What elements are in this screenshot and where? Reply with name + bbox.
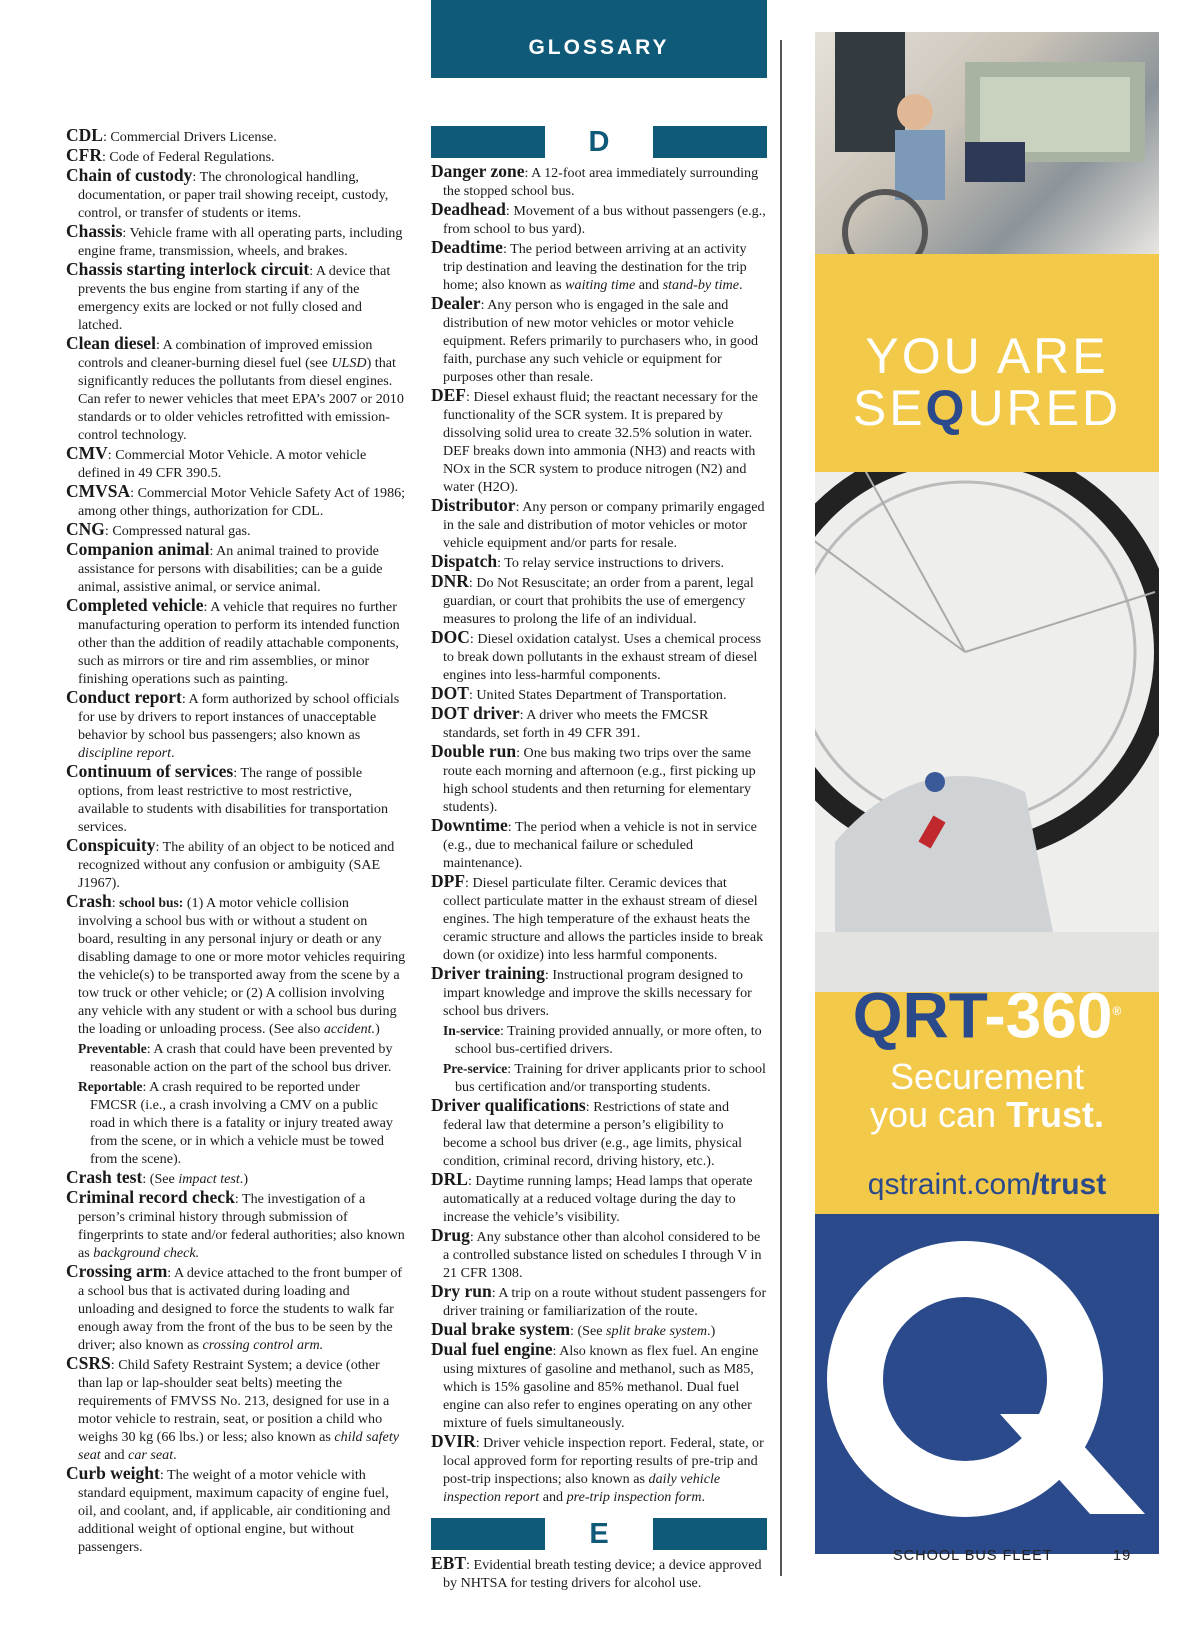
glossary-term: Distributor <box>431 495 516 515</box>
column-divider <box>780 40 782 1576</box>
glossary-term: Crash test <box>66 1167 143 1187</box>
glossary-term: Crash <box>66 891 112 911</box>
glossary-term: EBT <box>431 1553 467 1573</box>
glossary-entry <box>431 1320 767 1340</box>
glossary-term: Deadtime <box>431 237 503 257</box>
glossary-term: Criminal record check <box>66 1187 235 1207</box>
glossary-term: DOT <box>431 683 469 703</box>
section-letter-d: D <box>431 126 767 158</box>
glossary-definition: : Training provided annually, or more often, to school bus-certified drivers. <box>455 1023 762 1057</box>
glossary-definition: : Code of Federal Regulations. <box>101 149 275 165</box>
glossary-entry <box>66 444 406 482</box>
glossary-italic: stand-by time <box>662 277 739 293</box>
glossary-term: DVIR <box>431 1431 476 1451</box>
glossary-term: Chassis starting interlock circuit <box>66 259 310 279</box>
glossary-term: Dispatch <box>431 551 498 571</box>
glossary-definition: : Evidential breath testing device; a device approved by NHTSA for testing drivers for alcohol use. <box>443 1557 762 1591</box>
glossary-term: Downtime <box>431 815 508 835</box>
glossary-definition: .) <box>707 1323 716 1339</box>
glossary-definition: : Movement of a bus without passengers (e.g., from school to bus yard). <box>443 203 766 237</box>
glossary-term: Chain of custody <box>66 165 193 185</box>
glossary-italic: daily vehicle inspection report <box>443 1471 721 1505</box>
ad-url-link[interactable]: qstraint.com/trust <box>867 1168 1107 1201</box>
glossary-definition: : Any person or company primarily engaged in the sale and distribution of motor vehicles or motor vehicle equipment and/or parts for resale. <box>443 499 765 551</box>
glossary-definition: : A vehicle that requires no further manufacturing operation to perform its intended function other than the addition of readily attachable components, such as mirrors or tire and rim assemblies, or minor finishing operations such as painting. <box>78 599 400 687</box>
glossary-entry <box>66 688 406 762</box>
glossary-definition: : A device that prevents the bus engine from starting if any of the emergency exits are locked or not fully closed and latched. <box>78 263 391 333</box>
glossary-entry <box>431 1554 767 1592</box>
glossary-term: Conduct report <box>66 687 182 707</box>
glossary-entry <box>431 294 767 386</box>
glossary-term: Continuum of services <box>66 761 234 781</box>
glossary-definition: . <box>171 745 175 761</box>
glossary-definition: and <box>100 1447 129 1463</box>
glossary-entry <box>431 572 767 628</box>
glossary-term: Dual fuel engine <box>431 1339 553 1359</box>
glossary-italic: split brake system <box>606 1323 708 1339</box>
glossary-italic: ULSD <box>331 355 367 371</box>
glossary-definition: and <box>539 1489 567 1505</box>
glossary-definition: : An animal trained to provide assistance for persons with disabilities; can be a guide animal, assistive animal, or service animal. <box>78 543 383 595</box>
glossary-definition: : A crash required to be reported under FMCSR (i.e., a crash involving a CMV on a public road in which there is a fatality or injury treated away from the scene, or in which a vehicle must be towed from the scene). <box>90 1079 393 1167</box>
glossary-definition: : The weight of a motor vehicle with standard equipment, maximum capacity of engine fuel, oil, and coolant, and, if applicable, air conditioning and additional weight of optional engine, but without passengers. <box>78 1467 391 1555</box>
glossary-term: DPF <box>431 871 466 891</box>
glossary-entry <box>431 704 767 742</box>
glossary-term: Dual brake system <box>431 1319 571 1339</box>
glossary-term: DEF <box>431 385 466 405</box>
glossary-entry <box>431 496 767 552</box>
glossary-column-1 <box>66 126 406 1556</box>
glossary-term: CMV <box>66 443 108 463</box>
ad-blue-panel <box>815 1214 1159 1554</box>
glossary-definition: : Compressed natural gas. <box>104 523 251 539</box>
glossary-italic: child safety seat <box>78 1429 399 1463</box>
glossary-entry <box>431 238 767 294</box>
glossary-entry <box>66 520 406 540</box>
glossary-italic: crossing control arm. <box>202 1337 324 1353</box>
glossary-term: CFR <box>66 145 102 165</box>
glossary-entry <box>431 552 767 572</box>
glossary-definition: : One bus making two trips over the same route each morning and afternoon (e.g., first picking up high school students and then returning for elementary students). <box>443 745 756 815</box>
glossary-definition: : To relay service instructions to drivers. <box>497 555 725 571</box>
glossary-term: Driver training <box>431 963 545 983</box>
glossary-definition: : A device attached to the front bumper of a school bus that is activated during loading and unloading and designed to force the students to walk far enough away from the front of the bus to be seen by the driver; also known as <box>78 1265 403 1353</box>
glossary-term: Preventable <box>78 1041 147 1056</box>
glossary-term: In-service <box>443 1023 500 1038</box>
glossary-italic: waiting time <box>565 277 636 293</box>
glossary-definition: . <box>701 1489 706 1505</box>
q-logo-icon <box>815 1214 1159 1554</box>
glossary-definition: : The period between arriving at an activity trip destination and leaving the destination for the trip home; also known as <box>443 241 747 293</box>
glossary-term: Companion animal <box>66 539 210 559</box>
glossary-definition: : Also known as flex fuel. An engine using mixtures of gasoline and methanol, such as M85, which is 15% gasoline and 85% methanol. Dual fuel engine can also refer to engines operating on any other mixture of fuels simultaneously. <box>443 1343 759 1431</box>
ad-tagline: Securement you can Trust. <box>869 1056 1105 1135</box>
qstraint-advertisement[interactable] <box>815 32 1159 1554</box>
glossary-definition: : A crash that could have been prevented by reasonable action on the part of the school bus driver. <box>90 1041 393 1075</box>
glossary-entry <box>66 1188 406 1262</box>
glossary-term: CSRS <box>66 1353 111 1373</box>
glossary-definition: : The ability of an object to be noticed and recognized without any confusion or ambiguity (SAE J1967). <box>78 839 395 891</box>
glossary-definition: : The range of possible options, from least restrictive to most restrictive, available to students with disabilities for transportation services. <box>78 765 389 835</box>
glossary-entry <box>66 540 406 596</box>
glossary-definition: : Any substance other than alcohol considered to be a controlled substance listed on schedules I through V in 21 CFR 1308. <box>443 1229 762 1281</box>
footer-publication: SCHOOL BUS FLEET <box>893 1548 1053 1564</box>
glossary-entry <box>66 260 406 334</box>
glossary-entry <box>66 166 406 222</box>
ad-photo-illustration <box>815 32 1159 254</box>
glossary-subterm: school bus: <box>119 895 184 910</box>
glossary-definition: : Do Not Resuscitate; an order from a parent, legal guardian, or court that prohibits the use of emergency measures to prolong the life of an individual. <box>443 575 754 627</box>
glossary-entry <box>66 1262 406 1354</box>
glossary-term: Dealer <box>431 293 481 313</box>
glossary-definition: : The period when a vehicle is not in service (e.g., due to mechanical failure or scheduled maintenance). <box>443 819 757 871</box>
glossary-definition: : The chronological handling, documentation, or paper trail showing receipt, custody, control, or transfer of students or items. <box>78 169 389 221</box>
glossary-term: Clean diesel <box>66 333 156 353</box>
glossary-entry <box>431 628 767 684</box>
glossary-entry <box>66 1168 406 1188</box>
glossary-term: DOC <box>431 627 470 647</box>
glossary-term: Danger zone <box>431 161 525 181</box>
glossary-entry <box>431 162 767 200</box>
glossary-entry <box>66 1354 406 1464</box>
glossary-definition: : United States Department of Transportation. <box>468 687 727 703</box>
glossary-definition: : Driver vehicle inspection report. Federal, state, or local approved form for reporting results of pre-trip and post-trip inspections; also known as <box>443 1435 764 1487</box>
glossary-term: DNR <box>431 571 469 591</box>
glossary-entry <box>66 146 406 166</box>
glossary-definition: ) <box>375 1021 380 1037</box>
ad-wheel-illustration <box>815 472 1159 992</box>
glossary-term: Double run <box>431 741 517 761</box>
glossary-entry <box>66 892 406 1038</box>
glossary-term: CNG <box>66 519 105 539</box>
glossary-definition: : A form authorized by school officials for use by drivers to report instances of unacceptable behavior by school bus passengers; also known as <box>78 691 400 743</box>
glossary-entry <box>431 200 767 238</box>
glossary-definition: : Daytime running lamps; Head lamps that operate automatically at a reduced voltage during the day to increase the vehicle’s visibility. <box>443 1173 753 1225</box>
glossary-definition: ) that significantly reduces the pollutants from diesel engines. Can refer to newer vehicles that meet EPA’s 2007 or 2010 standards or to older vehicles retrofitted with emission-control technology. <box>78 355 404 443</box>
glossary-subentry <box>66 1040 406 1076</box>
glossary-entry <box>431 872 767 964</box>
glossary-definition: : A 12-foot area immediately surrounding the stopped school bus. <box>443 165 759 199</box>
glossary-term: Curb weight <box>66 1463 160 1483</box>
glossary-definition: .) <box>239 1171 249 1187</box>
glossary-entry <box>66 482 406 520</box>
glossary-definition: : Diesel oxidation catalyst. Uses a chemical process to break down pollutants in the exhaust stream of diesel engines into less-harmful components. <box>443 631 762 683</box>
glossary-italic: car seat <box>128 1447 174 1463</box>
glossary-definition: : Commercial Motor Vehicle Safety Act of 1986; among other things, authorization for CDL. <box>78 485 406 519</box>
glossary-entry <box>431 1226 767 1282</box>
glossary-entry <box>431 386 767 496</box>
glossary-definition: : (See <box>570 1323 607 1339</box>
glossary-definition: : Commercial Motor Vehicle. A motor vehicle defined in 49 CFR 390.5. <box>78 447 367 481</box>
glossary-entry <box>431 1282 767 1320</box>
ad-headline: YOU ARE SEQURED <box>852 328 1122 436</box>
glossary-entry <box>66 334 406 444</box>
glossary-entry <box>431 1096 767 1170</box>
footer-page-number: 19 <box>1113 1548 1132 1564</box>
ad-photo-wheel-securement <box>815 472 1159 992</box>
glossary-definition: : Vehicle frame with all operating parts, including engine frame, transmission, wheels, and brakes. <box>78 225 403 259</box>
section-letter-e: E <box>431 1518 767 1550</box>
glossary-definition: : Child Safety Restraint System; a device (other than lap or lap-shoulder seat belts) meeting the requirements of FMVSS No. 213, designed for use in a motor vehicle to restrain, seat, or position a child who weighs 30 kg (66 lbs.) or less; also known as <box>78 1357 390 1445</box>
ad-photo-wheelchair-child <box>815 32 1159 254</box>
glossary-definition: : Any person who is engaged in the sale and distribution of new motor vehicles or motor vehicle equipment. Refers primarily to purchasers who, in good faith, purchase any such vehicle or equipment for purposes other than resale. <box>443 297 759 385</box>
glossary-entry <box>66 1464 406 1556</box>
glossary-definition: : The investigation of a person’s criminal history through submission of fingerprints to state and/or federal authorities; also known as <box>78 1191 405 1261</box>
glossary-definition: : Diesel exhaust fluid; the reactant necessary for the functionality of the SCR system. It is prepared by dissolving solid urea to create 32.5% solution in water. DEF breaks down into ammonia (NH3) and reacts with NOx in the SCR system to produce nitrogen (N2) and water (H2O). <box>443 389 758 495</box>
ad-product-name: QRT-360® <box>852 979 1122 1052</box>
glossary-term: DOT driver <box>431 703 520 723</box>
glossary-entry <box>431 1340 767 1432</box>
glossary-definition: : Training for driver applicants prior to school bus certification and/or transporting students. <box>455 1061 766 1095</box>
glossary-term: Dry run <box>431 1281 492 1301</box>
glossary-term: CDL <box>66 125 103 145</box>
glossary-entry <box>431 1170 767 1226</box>
glossary-entry <box>431 742 767 816</box>
glossary-entry <box>431 964 767 1020</box>
glossary-definition: : Commercial Drivers License. <box>102 129 277 145</box>
glossary-term: DRL <box>431 1169 468 1189</box>
glossary-definition: : Instructional program designed to impart knowledge and improve the skills necessary for school bus drivers. <box>443 967 752 1019</box>
glossary-entry <box>66 596 406 688</box>
glossary-header: GLOSSARY <box>431 0 767 78</box>
glossary-italic: pre-trip inspection form <box>566 1489 702 1505</box>
glossary-term: CMVSA <box>66 481 131 501</box>
glossary-entry <box>66 762 406 836</box>
glossary-italic: background check. <box>93 1245 200 1261</box>
glossary-entry <box>66 222 406 260</box>
glossary-subentry <box>66 1078 406 1168</box>
glossary-entry <box>431 1432 767 1506</box>
glossary-italic: discipline report <box>78 745 172 761</box>
glossary-definition: : A combination of improved emission controls and cleaner-burning diesel fuel (see <box>78 337 373 371</box>
glossary-term: Completed vehicle <box>66 595 204 615</box>
glossary-term: Crossing arm <box>66 1261 168 1281</box>
glossary-term: Deadhead <box>431 199 506 219</box>
glossary-definition: (1) A motor vehicle collision involving a school bus with or without a student on board, resulting in any personal injury or death or any disabling damage to one or more motor vehicles requiring the vehicle(s) to be transported away from the scene by a tow truck or other vehicle; or (2) A collision involving any vehicle with any student or with a school bus during the loading or unloading process. (See also <box>78 895 406 1037</box>
glossary-definition: : <box>111 895 120 911</box>
glossary-entry <box>431 684 767 704</box>
glossary-term: Pre-service <box>443 1061 508 1076</box>
glossary-italic: impact test <box>178 1171 240 1187</box>
glossary-definition: : A trip on a route without student passengers for driver training or familiarization of the route. <box>443 1285 767 1319</box>
glossary-term: Reportable <box>78 1079 143 1094</box>
glossary-subentry <box>431 1022 767 1058</box>
glossary-term: Driver qualifications <box>431 1095 586 1115</box>
glossary-definition: . <box>738 277 743 293</box>
glossary-entry <box>66 836 406 892</box>
glossary-entry <box>66 126 406 146</box>
glossary-italic: accident. <box>323 1021 376 1037</box>
glossary-column-2 <box>431 126 767 1592</box>
glossary-definition: . <box>173 1447 177 1463</box>
glossary-subentry <box>431 1060 767 1096</box>
glossary-definition: and <box>635 277 663 293</box>
glossary-definition: : Restrictions of state and federal law that determine a person’s eligibility to become a school bus driver (e.g., age limits, physical condition, criminal record, driving history, etc.). <box>443 1099 743 1169</box>
glossary-definition: : A driver who meets the FMCSR standards, set forth in 49 CFR 391. <box>443 707 709 741</box>
glossary-term: Chassis <box>66 221 123 241</box>
glossary-term: Drug <box>431 1225 470 1245</box>
glossary-definition: : (See <box>142 1171 179 1187</box>
glossary-definition: : Diesel particulate filter. Ceramic devices that collect particulate matter in the exhaust stream of diesel engines. The high temperature of the exhaust heats the ceramic structure and allows the particles inside to break down (or oxidize) into less harmful components. <box>443 875 764 963</box>
glossary-entry <box>431 816 767 872</box>
glossary-term: Conspicuity <box>66 835 156 855</box>
